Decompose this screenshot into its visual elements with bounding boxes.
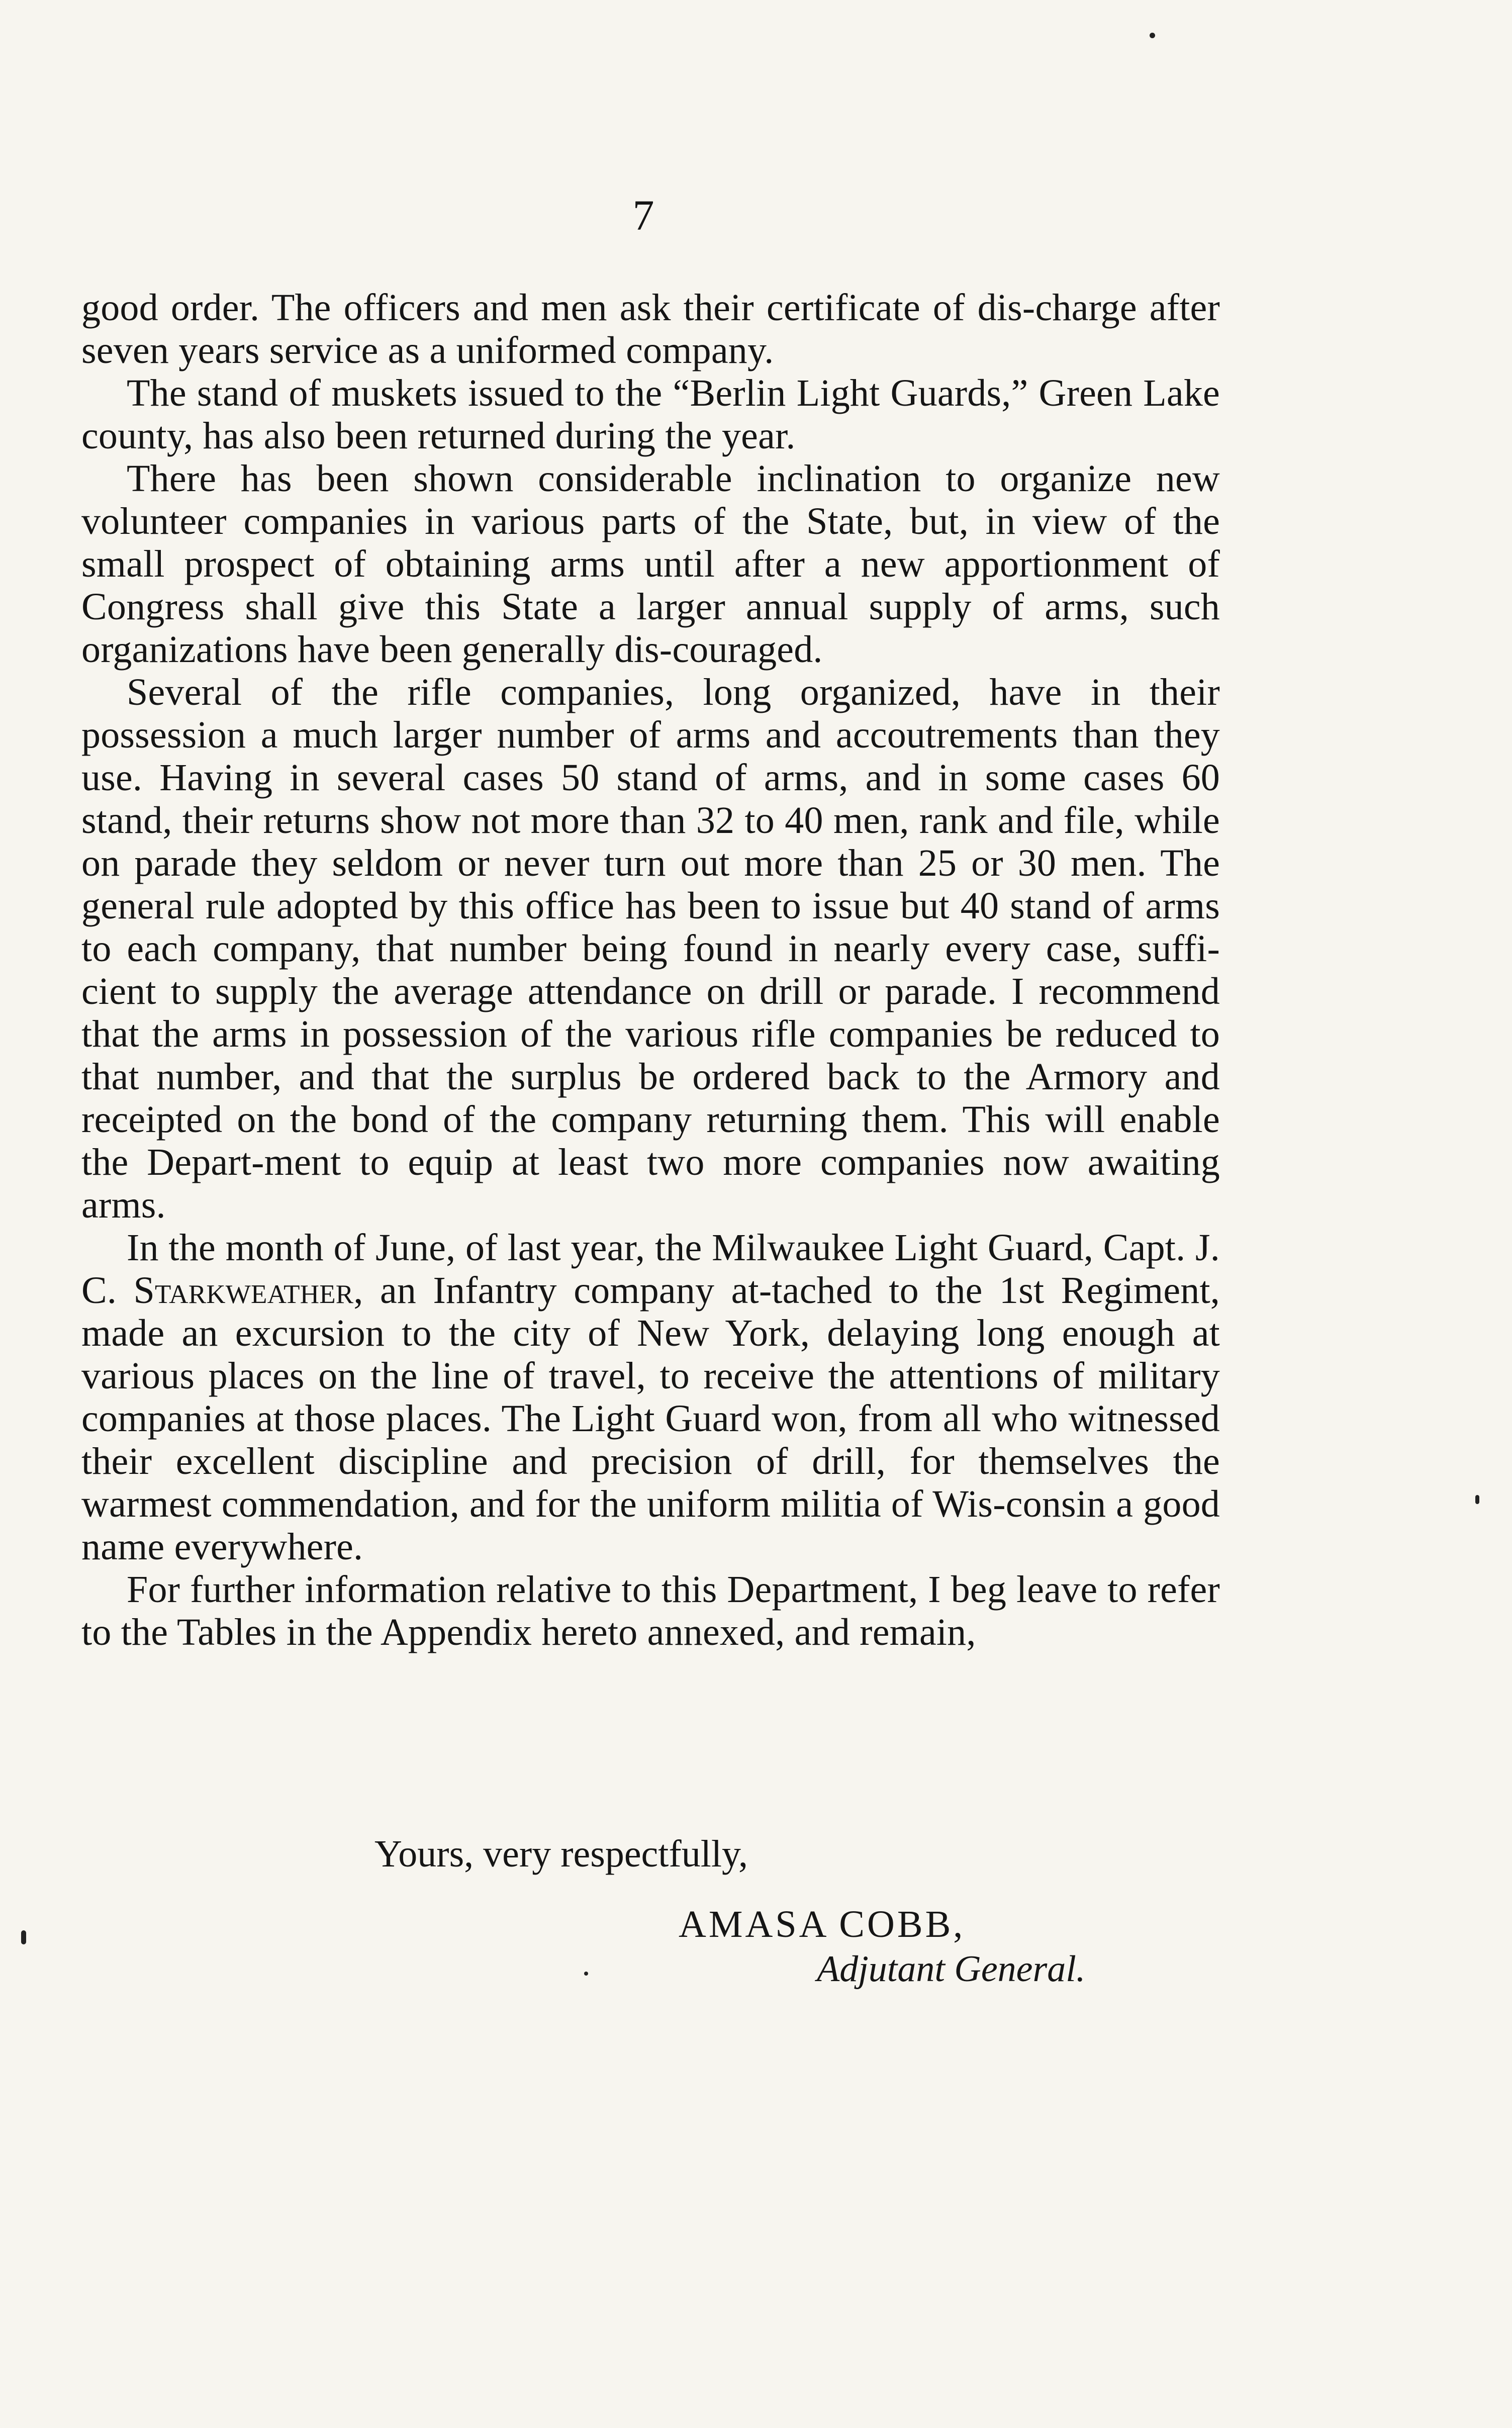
milwaukee-paragraph-continuation: , an Infantry company at-tached to the 1st Regiment, made an excursion to the city of New York, delaying long enough at various places on the line of travel, to receive the attentions of military companies at those places. The Light Guard won, from all who witnessed their excellent discipline and precision of drill, for themselves the warmest commendation, and for the uniform militia of Wis-consin a good name everywhere. [81,1269,1220,1568]
ink-speck-lower-center [584,1972,588,1976]
paragraph-further-information: For further information relative to this Department, I beg leave to refer to the Tables in the Appendix hereto annexed, and remain, [81,1568,1220,1653]
page-number: 7 [632,191,654,239]
ink-speck-left-margin [21,1930,26,1944]
milwaukee-paragraph-opening: In the month of June, of last year, the Milwaukee Light Guard, Capt. J. C. [81,1227,1220,1312]
signer-title: Adjutant General. [817,1948,1086,1990]
signer-name: AMASA COBB, [679,1903,966,1945]
paragraph-volunteer-companies: There has been shown considerable inclination to organize new volunteer companies in various parts of the State, but, in view of the small prospect of obtaining arms until after a new apportionment of Congress shall give this State a larger annual supply of arms, such organizations have been generally dis-couraged. [81,457,1220,671]
closing-salutation: Yours, very respectfully, [374,1833,748,1875]
report-body [81,287,1220,1654]
paragraph-good-order: good order. The officers and men ask their certificate of dis-charge after seven years service as a uniformed company. [81,287,1220,371]
paragraph-milwaukee-light-guard [81,1227,1220,1568]
paragraph-berlin-light-guards: The stand of muskets issued to the “Berlin Light Guards,” Green Lake county, has also been returned during the year. [81,372,1220,457]
captain-name: Starkweather [133,1269,354,1312]
ink-speck-top-right [1150,33,1155,38]
paragraph-rifle-companies: Several of the rifle companies, long organized, have in their possession a much larger number of arms and accoutrements than they use. Having in several cases 50 stand of arms, and in some cases 60 stand, their returns show not more than 32 to 40 men, rank and file, while on parade they seldom or never turn out more than 25 or 30 men. The general rule adopted by this office has been to issue but 40 stand of arms to each company, that number being found in nearly every case, suffi-cient to supply the average attendance on drill or parade. I recommend that the arms in possession of the various rifle companies be reduced to that number, and that the surplus be ordered back to the Armory and receipted on the bond of the company returning them. This will enable the Depart-ment to equip at least two more companies now awaiting arms. [81,671,1220,1226]
ink-speck-right-margin [1475,1495,1479,1504]
